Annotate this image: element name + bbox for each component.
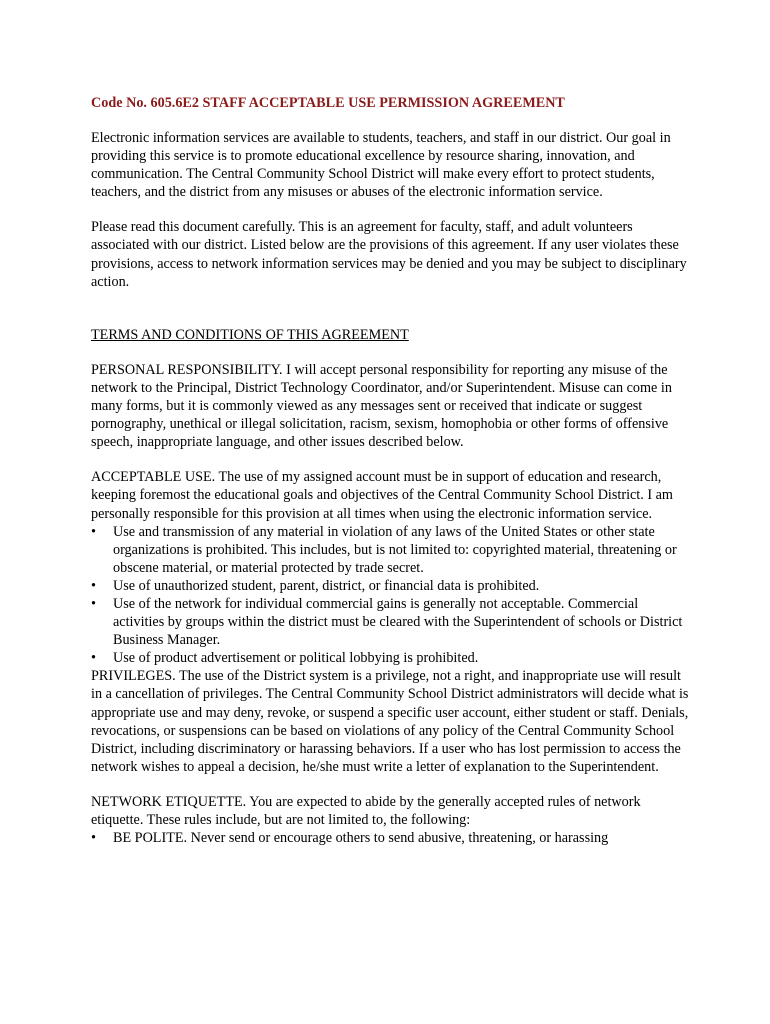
etiquette-list: [91, 829, 691, 847]
list-item-text: Use of product advertisement or political lobbying is prohibited.: [113, 650, 479, 667]
list-item-text: BE POLITE. Never send or encourage others to send abusive, threatening, or harassing: [113, 830, 609, 847]
personal-responsibility-paragraph: PERSONAL RESPONSIBILITY. I will accept personal responsibility for reporting any misuse of the network to the Principal, District Technology Coordinator, and/or Superintendent. Misuse can come in many forms, but it is commonly viewed as any messages sent or received that indicate or suggest pornography, unethical or illegal solicitation, racism, sexism, homophobia or other forms of offensive speech, inappropriate language, and other issues described below.: [91, 361, 672, 451]
please-read-paragraph: Please read this document carefully. This is an agreement for faculty, staff, and adult volunteers associated with our district. Listed below are the provisions of this agreement. If any user violates these provisions, access to network information services may be denied and you may be subject to disciplinary action.: [91, 219, 687, 290]
list-item: [91, 649, 691, 667]
acceptable-use-paragraph: ACCEPTABLE USE. The use of my assigned account must be in support of education and research, keeping foremost the educational goals and objectives of the Central Community School District. I am personally responsible for this provision at all times when using the electronic information service.: [91, 469, 673, 522]
list-item: [91, 829, 691, 847]
privileges-paragraph: PRIVILEGES. The use of the District system is a privilege, not a right, and inappropriate use will result in a cancellation of privileges. The Central Community School District administrators will decide what is appropriate use and may deny, revoke, or suspend a specific user account, either student or staff. Denials, revocations, or suspensions can be based on violations of any policy of the Central Community School District, including discriminatory or harassing behaviors. If a user who has lost permission to access the network wishes to appeal a decision, he/she must write a letter of explanation to the Superintendent.: [91, 668, 689, 775]
terms-heading: TERMS AND CONDITIONS OF THIS AGREEMENT: [91, 326, 409, 343]
bullet-icon: •: [91, 830, 96, 847]
bullet-icon: •: [91, 523, 96, 540]
acceptable-use-list: [91, 523, 691, 668]
document-title: Code No. 605.6E2 STAFF ACCEPTABLE USE PERMISSION AGREEMENT: [91, 95, 565, 111]
list-item-text: Use and transmission of any material in violation of any laws of the United States or other state organizations is prohibited. This includes, but is not limited to: copyrighted material, threatening or obscene material, or material protected by trade secret.: [113, 523, 677, 576]
bullet-icon: •: [91, 577, 96, 594]
list-item: [91, 577, 691, 595]
list-item: [91, 523, 691, 577]
bullet-icon: •: [91, 650, 96, 667]
list-item-text: Use of unauthorized student, parent, district, or financial data is prohibited.: [113, 577, 540, 594]
list-item: [91, 595, 691, 649]
network-etiquette-paragraph: NETWORK ETIQUETTE. You are expected to abide by the generally accepted rules of network etiquette. These rules include, but are not limited to, the following:: [91, 793, 641, 828]
bullet-icon: •: [91, 595, 96, 612]
list-item-text: Use of the network for individual commercial gains is generally not acceptable. Commercial activities by groups within the district must be cleared with the Superintendent of schools or District Business Manager.: [113, 595, 683, 649]
intro-paragraph: Electronic information services are available to students, teachers, and staff in our district. Our goal in providing this service is to promote educational excellence by resource sharing, innovation, and communication. The Central Community School District will make every effort to protect students, teachers, and the district from any misuses or abuses of the electronic information service.: [91, 130, 671, 201]
document-page: [91, 94, 691, 847]
